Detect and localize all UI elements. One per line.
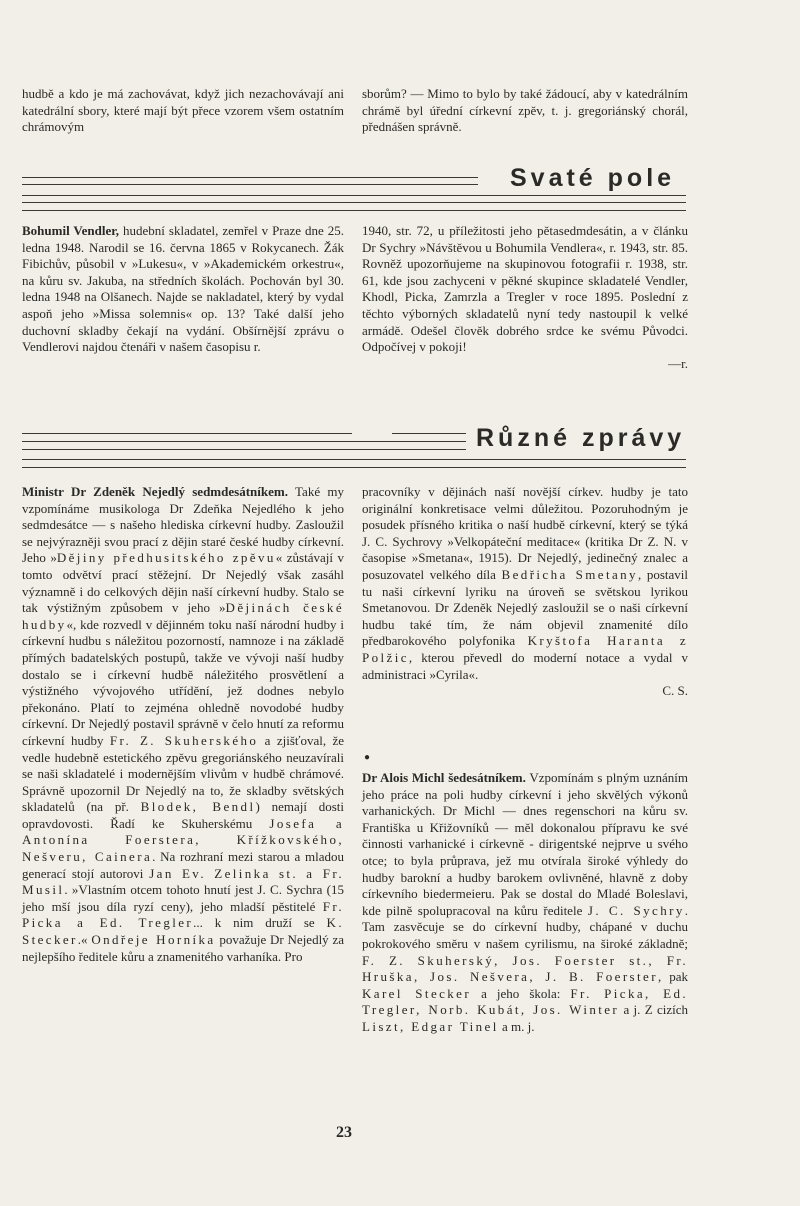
text: . Tam zasvěcuje se do církevní hudby, chápané v duchu pokrokového směru v našem cyrilismu, na široké základně; — [362, 902, 688, 951]
text: a zjišťoval, že vedle hudebně estetického zpěvu gregoriánského neuzavírali se naši skladatelé i modernějším vlivům v hudbě chrámové. Správně upozornil Dr Nejedlý na to, že skladby světských skladatelů (na př. — [22, 732, 344, 815]
spaced-text: Liszt, Edgar Tinel — [362, 1018, 499, 1034]
signature: C. S. — [662, 683, 688, 699]
spaced-text: Fr. Picka, Ed. Tregler, Norb. Kubát, Jos. Winter — [362, 985, 688, 1018]
paragraph — [22, 223, 344, 356]
text: , pak — [657, 969, 688, 985]
text: ) nemají dosti opravdovosti. Řadí ke Skuherskému — [22, 799, 344, 831]
paragraph — [362, 770, 688, 1036]
top-right-text — [362, 86, 688, 136]
paragraph: sborům? — Mimo to bylo by také žádoucí, aby v katedrálním chrámě byl úřední církevní zpěv, t. j. gregoriánský chorál, přednášen správně. — [362, 86, 688, 135]
spaced-text: F. Z. Skuherský, Jos. Foerster st., Fr. Hruška, Jos. Nešvera, J. B. Foerster — [362, 952, 688, 985]
article-text: hudební skladatel, zemřel v Praze dne 25. ledna 1948. Narodil se 16. června 1865 v Rokycanech. Žák Fibichův, působil v »Lukesu«, v »Akademickém orkestru«, na kůru sv. Jakuba, na středních školách. Pochován byl 30. ledna 1948 na Olšanech. Najde se nakladatel, který by vydal aspoň jeho »Missa solemnis« op. 13? Také další jeho duchovní skladby čekají na vydání. Obšírnější zprávu o Vendlerovi najdou čtenáři v našem časopisu r. — [22, 223, 344, 355]
paragraph — [22, 484, 344, 965]
text: , kterou převedl do moderní notace a vydal v administraci »Cyrila«. — [362, 649, 688, 682]
text: považuje Dr Nejedlý za nejlepšího ředitele kůru a znamenitého varhaníka. Pro — [22, 932, 344, 964]
signature: —r. — [668, 355, 688, 371]
paragraph: 1940, str. 72, u příležitosti jeho pětasedmdesátin, a v článku Dr Sychry »Návštěvou u Bohumila Vendlera«, r. 1943, str. 85. Rovněž upozorňujeme na skupinovou fotografii r. 1938, str. 61, kde jsou zachyceni v pěkné skupince skladatelé Vendler, Khodl, Picka, Zamrzla a Tregler v roce 1895. Poslední z těchto výborných skladatelů nyní tedy nastoupil k velké armádě. Odešel člověk dobrého srdce ke svému Původci. Odpočívej v pokoji! — [362, 223, 688, 355]
spaced-text: Josefa a Antonína Foerstera, Křížkovského, Nešveru, Cainera — [22, 815, 344, 865]
spaced-text: Fr. Picka a Ed. Tregler — [22, 898, 344, 931]
text: . »Vlastním otcem tohoto hnutí jest J. C. Sychra (15 jeho mší jsou díla ryzí ceny), jeho mladší pěstitelé — [22, 882, 344, 914]
text: Vzpomínám s plným uznáním jeho práce na poli hudby církevní i jeho skvělých výkonů varhanických. Dr Michl — dnes regenschori na kůru sv. Františka u Křižovníků — měl dokonalou přípravu ke své činnosti varhanické i církevně - dirigentské nejprve u svého otce; to byla průprava, jež mu otvírala široké výhledy do hudby barokní a hudby barokem ovlivněné, hlavně z doby církevního biedermeieru. Pak se dostal do Mladé Boleslavi, kde pilně spolupracoval na kůru ředitele — [362, 770, 688, 918]
spaced-text: Bedřicha Smetany — [501, 566, 638, 582]
paragraph: hudbě a kdo je má zachovávat, když jich nezachovávají ani katedrální sbory, které mají být přece vzorem všem ostatním chrámovým — [22, 86, 344, 135]
text: a m. j. — [498, 1018, 535, 1034]
section-heading-svate-pole: Svaté pole — [510, 164, 676, 192]
text: «, kde rozvedl v dějinném toku naší národní hudby i církevní hudbu s náležitou pozorností, namnoze i na základě přímých badatelských postupů, takže ve vývoji naší hudby dostalo se i církevní hudbě náležitého prosvětlení a výstižného vývojového utřídění, jež dodnes nebylo překonáno. Platí to zejména ohledně novodobé hudby církevní. Dr Nejedlý postavil správně v čelo hnutí za reformu církevní hudby — [22, 616, 344, 748]
text: pracovníky v dějinách naší novější církev. hudby je tato originální konkretisace velmi důležitou. Pozoruhodným je posudek přísného kritika o naší hudbě církevní, který se týká J. C. Sychrovy »Velkopáteční meditace« (kritika Dr Z. N. v časopise »Smetana«, 1915). Dr Nejedlý, jedinečný znalec a posuzovatel velkého díla — [362, 484, 688, 582]
spaced-text: K. Stecker — [22, 915, 344, 948]
top-left-text — [22, 86, 344, 136]
text: Také my vzpomínáme musikologa Dr Zdeňka Nejedlého k jeho sedmdesátce — s našeho hlediska církevní hudby. Zasloužil se nejvýrazněji svou prací z dějin staré české hudby církevní. Jeho » — [22, 484, 344, 566]
paragraph — [362, 484, 688, 683]
text: .« — [77, 932, 92, 948]
section-heading-ruzne-zpravy: Různé zprávy — [476, 424, 686, 452]
text: , postavil tu naši církevní lyriku na úroveň se světskou lyrikou Smetanovou. Dr Zdeněk Nejedlý zasloužil se o naši církevní hudbu také tím, že nám objevil znamenité dílo předbarokového polyfonika — [362, 566, 688, 649]
page-number: 23 — [336, 1124, 352, 1141]
ornament-dot: ● — [364, 752, 371, 763]
article-lead: Ministr Dr Zdeněk Nejedlý sedmdesátníkem. — [22, 484, 288, 499]
michl-column — [362, 770, 688, 1036]
text: . Na rozhraní mezi starou a mladou generací stojí autorovi — [22, 849, 345, 881]
article-lead: Bohumil Vendler, — [22, 223, 120, 238]
text: a j. Z cizích — [619, 1002, 688, 1018]
spaced-text: Karel Stecker — [362, 985, 472, 1001]
spaced-text: J. C. Sychry — [587, 902, 685, 918]
spaced-text: Dějiny předhusitského zpěvu — [56, 550, 276, 566]
spaced-text: Jan Ev. Zelinka st. a Fr. Musil — [22, 865, 344, 898]
text: a jeho škola: — [471, 985, 571, 1001]
spaced-text: Kryštofa Haranta z Polžic — [362, 633, 688, 665]
vendler-left-column — [22, 223, 344, 356]
nejedly-right-column — [362, 484, 688, 700]
article-lead: Dr Alois Michl šedesátníkem. — [362, 770, 526, 785]
text: ... k nim druží se — [193, 915, 327, 931]
spaced-text: Ondřeje Horníka — [91, 932, 216, 948]
text: « zůstávají v tomto odvětví prací stěžejní. Dr Nejedlý však zasáhl významně i do celkových dějin naší církevní hudby. Stalo se tak výstižným způsobem v jeho » — [22, 550, 344, 616]
spaced-text: Dějinách české hudby — [22, 600, 344, 632]
nejedly-left-column — [22, 484, 344, 965]
spaced-text: Fr. Z. Skuherského — [109, 732, 259, 748]
vendler-right-column — [362, 223, 688, 372]
spaced-text: Blodek, Bendl — [140, 799, 256, 815]
